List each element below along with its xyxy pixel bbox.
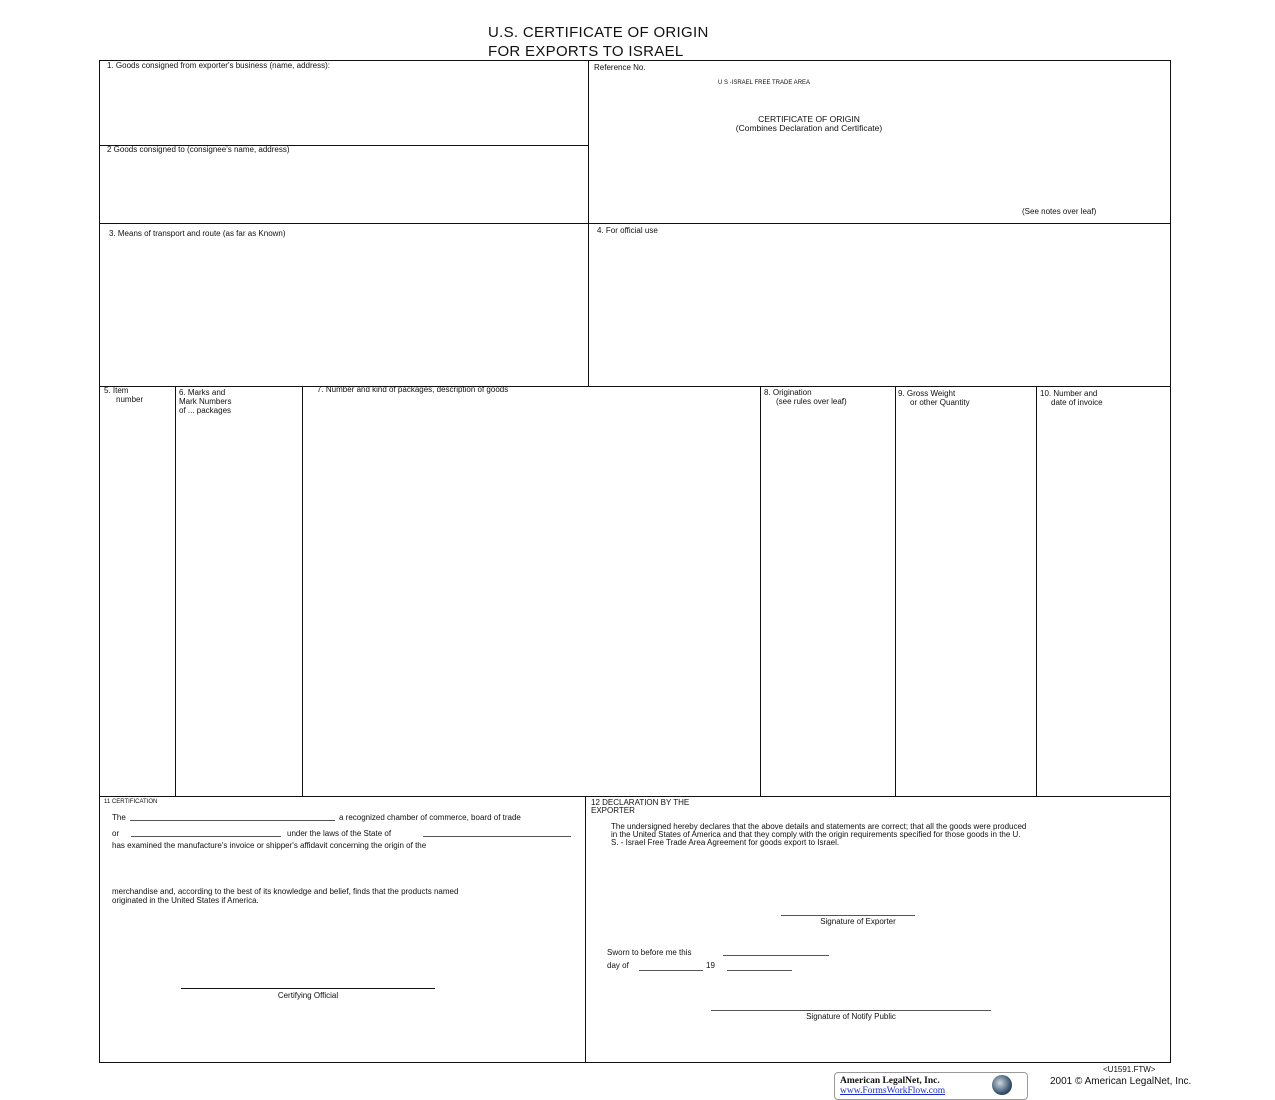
cert-subtitle: (Combines Declaration and Certificate) xyxy=(735,123,883,133)
col-label: Mark Numbers xyxy=(179,397,232,406)
notary-signature-line[interactable] xyxy=(711,1010,991,1011)
fta-label: U S -ISRAEL FREE TRADE AREA xyxy=(718,80,811,86)
cert-text: or xyxy=(112,829,120,838)
col-origin-header xyxy=(764,388,847,406)
cert-text: merchandise and, according to the best of its knowledge and belief, finds that the products named xyxy=(112,887,459,896)
cert-text: The xyxy=(112,813,126,822)
exporter-signature-line[interactable] xyxy=(781,915,915,916)
legalnet-logo[interactable] xyxy=(834,1072,1028,1100)
col-marks-header xyxy=(179,388,231,415)
cert-text: a recognized chamber of commerce, board of trade xyxy=(339,813,521,822)
col-label: 10. Number and xyxy=(1040,389,1098,398)
divider xyxy=(99,386,1171,387)
notary-signature-label: Signature of Notify Public xyxy=(806,1012,896,1021)
year-field[interactable] xyxy=(727,970,792,971)
certification-heading: 11 CERTIFICATION xyxy=(104,799,158,805)
divider xyxy=(99,223,1171,224)
col-label: or other Quantity xyxy=(910,398,970,407)
year-prefix: 19 xyxy=(706,961,715,970)
divider xyxy=(760,386,761,796)
divider xyxy=(895,386,896,796)
consignee-field[interactable] xyxy=(100,156,586,222)
divider xyxy=(1036,386,1037,796)
col-label: 8. Origination xyxy=(764,388,812,397)
certifying-official-label: Certifying Official xyxy=(277,991,339,1000)
box4-label: 4. For official use xyxy=(597,226,658,235)
chamber-name-field[interactable] xyxy=(130,820,335,821)
exporter-signature-label: Signature of Exporter xyxy=(820,917,896,926)
state-field[interactable] xyxy=(423,836,571,837)
sworn-label: Sworn to before me this xyxy=(607,948,692,957)
cert-of-origin-label: CERTIFICATE OF ORIGIN xyxy=(758,114,860,124)
box3-label: 3. Means of transport and route (as far as Known) xyxy=(109,229,286,238)
col-label: number xyxy=(116,395,144,404)
cert-text: has examined the manufacture's invoice or shipper's affidavit concerning the origin of the xyxy=(112,841,427,850)
divider xyxy=(585,796,586,1063)
col-label: date of invoice xyxy=(1051,398,1103,407)
divider xyxy=(99,796,1171,797)
col-label: 6. Marks and xyxy=(179,388,226,397)
declaration-heading: EXPORTER xyxy=(591,806,635,815)
notes-label: (See notes over leaf) xyxy=(1022,207,1097,216)
copyright: 2001 © American LegalNet, Inc. xyxy=(1050,1076,1192,1087)
col-label: of ... packages xyxy=(179,406,232,415)
col-label: 9. Gross Weight xyxy=(898,389,956,398)
board-field[interactable] xyxy=(131,836,281,837)
form-title-line2: FOR EXPORTS TO ISRAEL xyxy=(488,43,684,60)
certifying-official-signature-line[interactable] xyxy=(181,988,435,989)
box2-label: 2 Goods consigned to (consignee's name, address) xyxy=(107,145,290,154)
form-code: <U1591.FTW> xyxy=(1103,1065,1156,1074)
declaration-text: The undersigned hereby declares that the above details and statements are correct; that all the goods were produced xyxy=(611,822,1027,831)
logo-name: American LegalNet, Inc. xyxy=(840,1076,940,1086)
sworn-date-field[interactable] xyxy=(723,955,829,956)
col-label: 5. Item xyxy=(104,386,129,395)
col-invoice-header xyxy=(1040,389,1103,407)
divider xyxy=(302,386,303,796)
declaration-heading: 12 DECLARATION BY THE xyxy=(591,798,690,807)
declaration-text: in the United States of America and that they comply with the origin requirements specified for those goods in the U. xyxy=(611,830,1021,839)
box1-label: 1. Goods consigned from exporter's business (name, address): xyxy=(107,61,330,70)
month-field[interactable] xyxy=(639,970,703,971)
exporter-field[interactable] xyxy=(100,72,586,144)
globe-icon xyxy=(992,1075,1012,1095)
cert-text: originated in the United States if America. xyxy=(112,896,259,905)
divider xyxy=(175,386,176,796)
col-weight-header xyxy=(898,389,970,407)
cert-text: under the laws of the State of xyxy=(287,829,392,838)
form-title-line1: U.S. CERTIFICATE OF ORIGIN xyxy=(488,24,709,41)
declaration-text: S. - Israel Free Trade Area Agreement for goods export to Israel. xyxy=(611,838,840,847)
reference-label: Reference No. xyxy=(594,63,646,72)
col-description-header: 7. Number and kind of packages, description of goods xyxy=(317,385,509,394)
logo-link[interactable]: www.FormsWorkFlow.com xyxy=(840,1086,946,1096)
col-item-header xyxy=(104,386,143,404)
day-of-label: day of xyxy=(607,961,629,970)
transport-field[interactable] xyxy=(100,240,586,384)
col-label: (see rules over leaf) xyxy=(776,397,847,406)
